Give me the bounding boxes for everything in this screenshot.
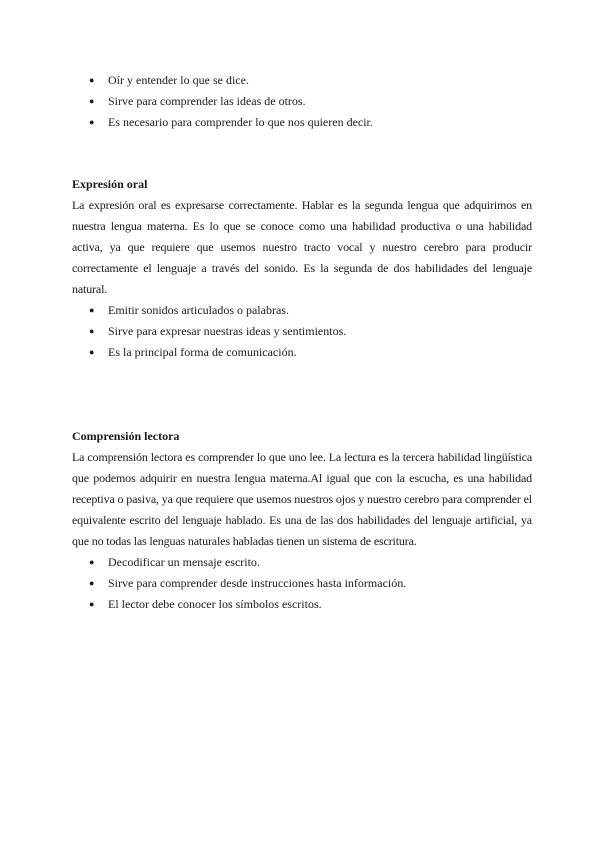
list-item [72,112,532,133]
bullet-icon: ● [89,578,95,588]
list-item [72,91,532,112]
bullet-icon: ● [89,305,95,315]
list-item-text: Sirve para expresar nuestras ideas y sentimientos. [108,324,347,338]
list-item [72,342,532,363]
bullet-icon: ● [89,96,95,106]
section-paragraph: La expresión oral es expresarse correctamente. Hablar es la segunda lengua que adquirimos en nuestra lengua materna. Es lo que se conoce como una habilidad productiva o una habilidad activa, ya que requiere que usemos nuestro tracto vocal y nuestro cerebro para producir correctamente el lenguaje a través del sonido. Es la segunda de dos habilidades del lenguaje natural. [72,198,532,296]
list-item [72,573,532,594]
list-item [72,321,532,342]
list-item [72,300,532,321]
section-comprension-lectora [72,426,532,615]
bullet-list [72,70,532,133]
list-item-text: Es necesario para comprender lo que nos quieren decir. [108,115,373,129]
bullet-icon: ● [89,326,95,336]
bullet-icon: ● [89,347,95,357]
list-item-text: Emitir sonidos articulados o palabras. [108,303,289,317]
bullet-icon: ● [89,117,95,127]
bullet-list [72,552,532,615]
list-item-text: Es la principal forma de comunicación. [108,345,297,359]
list-item-text: Sirve para comprender desde instrucciones hasta información. [108,576,407,590]
list-item-text: Oír y entender lo que se dice. [108,73,249,87]
list-item-text: Sirve para comprender las ideas de otros. [108,94,306,108]
list-item-text: Decodificar un mensaje escrito. [108,555,260,569]
list-item [72,594,532,615]
section-heading: Expresión oral [72,177,148,191]
section-paragraph: La comprensión lectora es comprender lo que uno lee. La lectura es la tercera habilidad lingüística que podemos adquirir en nuestra lengua materna.Al igual que con la escucha, es una habilidad receptiva o pasiva, ya que requiere que usemos nuestros ojos y nuestro cerebro para comprender el equivalente escrito del lenguaje hablado. Es una de las dos habilidades del lenguaje artificial, ya que no todas las lenguas naturales habladas tienen un sistema de escritura. [72,450,532,548]
list-item [72,70,532,91]
bullet-list [72,300,532,363]
bullet-icon: ● [89,599,95,609]
list-item [72,552,532,573]
section-heading: Comprensión lectora [72,429,180,443]
section-expresion-oral [72,174,532,363]
bullet-icon: ● [89,75,95,85]
intro-bullet-list [72,70,532,133]
bullet-icon: ● [89,557,95,567]
list-item-text: El lector debe conocer los símbolos escritos. [108,597,322,611]
